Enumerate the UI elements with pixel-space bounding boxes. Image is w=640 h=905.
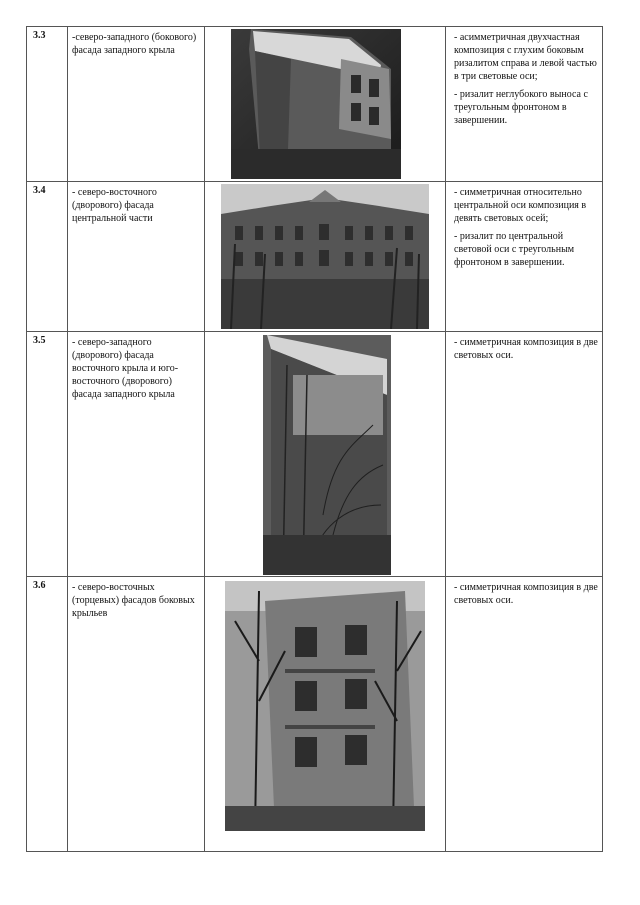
row-number-text: 3.6 bbox=[33, 580, 46, 591]
table-row bbox=[27, 577, 603, 852]
facade-photo-icon bbox=[225, 581, 425, 831]
row-number bbox=[27, 27, 68, 182]
row-number-text: 3.3 bbox=[33, 30, 46, 41]
facade-photo-icon bbox=[263, 335, 391, 575]
row-number-text: 3.5 bbox=[33, 335, 46, 346]
table-row bbox=[27, 182, 603, 332]
facade-table bbox=[26, 26, 603, 852]
table-row bbox=[27, 27, 603, 182]
photo-cell bbox=[205, 27, 446, 182]
facade-name: -северо-западного (бокового) фасада западного крыла bbox=[68, 27, 205, 182]
facade-name: - северо-восточного (дворового) фасада центральной части bbox=[68, 182, 205, 332]
row-number-text: 3.4 bbox=[33, 185, 46, 196]
row-number bbox=[27, 182, 68, 332]
description-cell bbox=[446, 182, 603, 332]
description-item: - симметричная композиция в две световых оси. bbox=[454, 582, 598, 606]
table-row bbox=[27, 332, 603, 577]
description-cell bbox=[446, 577, 603, 852]
photo-cell bbox=[205, 577, 446, 852]
row-number bbox=[27, 332, 68, 577]
facade-name: - северо-западного (дворового) фасада восточного крыла и юго-восточного (дворового) фасада западного крыла bbox=[68, 332, 205, 577]
description-item: - ризалит неглубокого выноса с треугольным фронтоном в завершении. bbox=[454, 89, 588, 126]
photo-cell bbox=[205, 182, 446, 332]
description-item: - симметричная композиция в две световых оси. bbox=[454, 337, 598, 361]
description-item: - асимметричная двухчастная композиция с глухим боковым ризалитом справа и левой частью в три световые оси; bbox=[454, 32, 597, 82]
description-cell bbox=[446, 27, 603, 182]
description-item: - ризалит по центральной световой оси с треугольным фронтоном в завершении. bbox=[454, 231, 575, 268]
photo-cell bbox=[205, 332, 446, 577]
facade-name: - северо-восточных (торцевых) фасадов боковых крыльев bbox=[68, 577, 205, 852]
description-cell bbox=[446, 332, 603, 577]
description-item: - симметричная относительно центральной оси композиция в девять световых осей; bbox=[454, 187, 587, 224]
facade-photo-icon bbox=[231, 29, 401, 179]
row-number bbox=[27, 577, 68, 852]
facade-photo-icon bbox=[221, 184, 429, 329]
